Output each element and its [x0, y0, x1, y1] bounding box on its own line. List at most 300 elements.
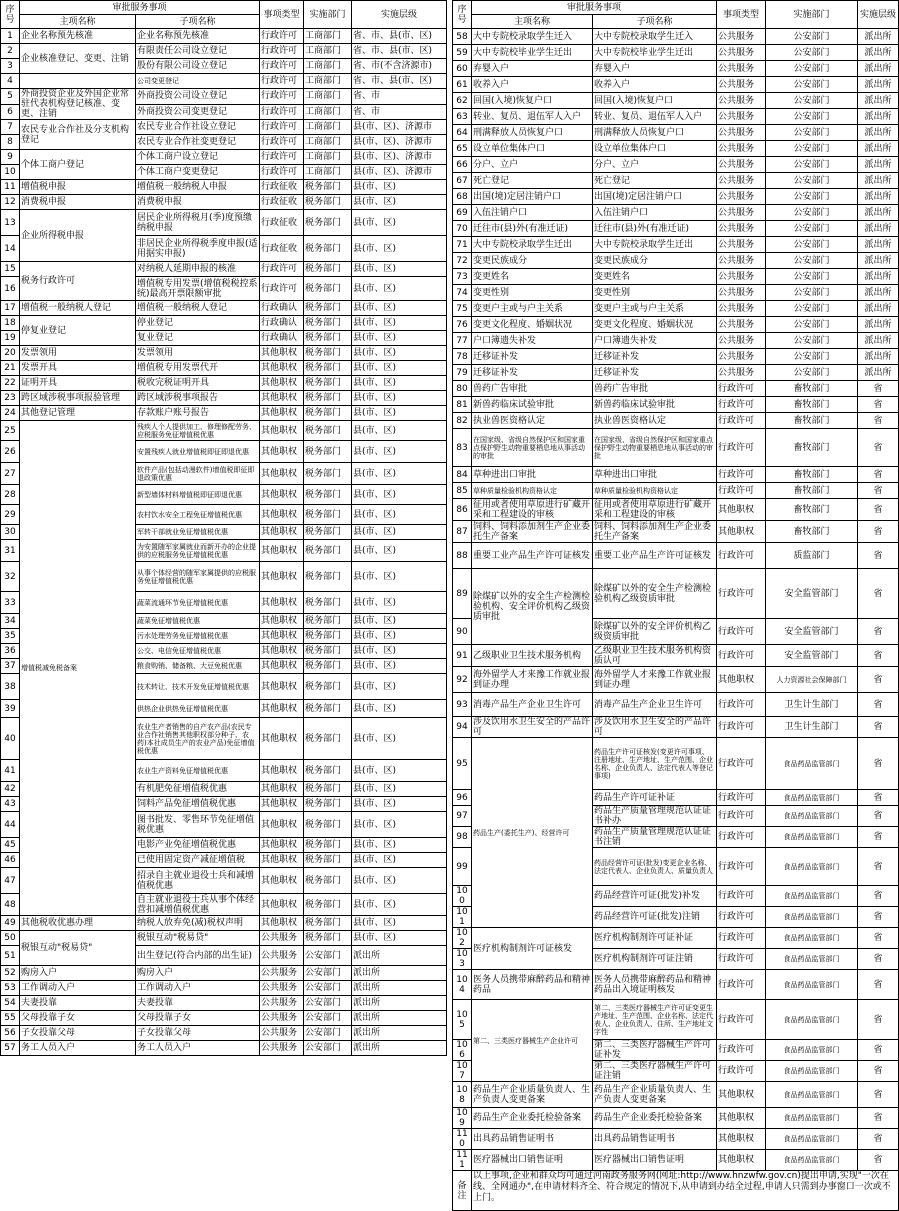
type-cell: 公共服务 [717, 333, 766, 349]
dept-cell: 工商部门 [304, 135, 352, 150]
dept-cell: 公安部门 [766, 349, 858, 365]
dept-cell: 公安部门 [766, 77, 858, 93]
main-name-cell: 户口簿遗失补发 [472, 333, 593, 349]
sub-name-cell: 医疗器械出口销售证明 [593, 1150, 717, 1171]
main-name-cell: 变更民族成分 [472, 253, 593, 269]
level-cell: 派出所 [858, 365, 899, 381]
sub-name-cell: 草种进出口审批 [593, 467, 717, 483]
table-row [453, 237, 899, 253]
dept-cell: 税务部门 [304, 441, 352, 463]
sub-name-cell: 出具药品销售证明书 [593, 1129, 717, 1150]
table-row [453, 173, 899, 189]
dept-cell: 公安部门 [766, 285, 858, 301]
type-cell: 公共服务 [717, 365, 766, 381]
dept-cell: 公安部门 [766, 205, 858, 221]
row-number-cell: 1 [1, 29, 20, 44]
dept-cell: 食品药品监管部门 [766, 1129, 858, 1150]
row-number-cell: 30 [1, 525, 20, 540]
main-name-cell: 新兽药临床试验审批 [472, 397, 593, 413]
sub-name-cell: 安置残疾人就业增值税即征即退优惠 [136, 441, 260, 463]
main-name-cell: 变更户主或与户主关系 [472, 301, 593, 317]
type-cell: 公共服务 [260, 996, 304, 1011]
type-cell: 公共服务 [717, 301, 766, 317]
level-cell: 县(市、区) [352, 376, 447, 391]
table-row [453, 645, 899, 667]
table-row [453, 499, 899, 521]
dept-cell: 税务部门 [304, 592, 352, 614]
note-row [453, 1171, 899, 1211]
row-number-cell: 31 [1, 540, 20, 562]
row-number-cell: 46 [1, 853, 20, 868]
level-cell: 省 [858, 827, 899, 848]
main-name-cell: 分户、立户 [472, 157, 593, 173]
sub-name-cell: 迁往市(县)外(有准迁证) [593, 221, 717, 237]
type-cell: 行政许可 [717, 717, 766, 738]
type-cell: 其他职权 [260, 406, 304, 421]
row-number-cell: 57 [1, 1041, 20, 1056]
dept-cell: 公安部门 [304, 1026, 352, 1041]
main-name-cell [20, 74, 136, 89]
main-name-cell: 其他税收优惠办理 [20, 916, 136, 931]
sub-name-cell: 弃婴入户 [593, 61, 717, 77]
sub-name-cell: 变更姓名 [593, 269, 717, 285]
main-name-cell: 农民专业合作社及分支机构登记 [20, 120, 136, 150]
left-table-panel [0, 0, 446, 1182]
type-cell: 行政征收 [260, 210, 304, 236]
level-cell: 县(市、区) [352, 659, 447, 674]
level-cell: 省 [858, 1040, 899, 1061]
type-cell: 其他职权 [260, 659, 304, 674]
row-number-cell: 15 [1, 262, 20, 277]
level-cell: 县(市、区) [352, 346, 447, 361]
row-number-cell: 88 [453, 543, 472, 569]
row-number-cell: 104 [453, 970, 472, 1000]
level-cell: 县(市、区)、济源市 [352, 120, 447, 135]
dept-cell: 食品药品监管部门 [766, 970, 858, 1000]
level-cell: 派出所 [858, 45, 899, 61]
row-number-cell: 63 [453, 109, 472, 125]
type-cell: 公共服务 [260, 1041, 304, 1056]
type-cell: 行政许可 [717, 1000, 766, 1040]
dept-cell: 税务部门 [304, 210, 352, 236]
table-row [453, 205, 899, 221]
type-cell: 其他职权 [260, 644, 304, 659]
main-name-cell: 工作调动入户 [20, 981, 136, 996]
level-cell: 县(市、区) [352, 301, 447, 316]
sub-name-header: 子项名称 [593, 15, 717, 29]
type-cell: 行政确认 [260, 301, 304, 316]
dept-cell: 公安部门 [766, 365, 858, 381]
row-number-cell: 70 [453, 221, 472, 237]
sub-name-cell: 居民企业所得税月(季)度预缴纳税申报 [136, 210, 260, 236]
sub-name-cell: 停业登记 [136, 316, 260, 331]
main-name-cell: 证明开具 [20, 376, 136, 391]
level-cell: 县(市、区) [352, 782, 447, 797]
row-number-cell: 39 [1, 700, 20, 718]
row-number-cell: 54 [1, 996, 20, 1011]
table-header-row [453, 1, 899, 15]
row-number-cell: 44 [1, 812, 20, 838]
row-number-cell: 65 [453, 141, 472, 157]
main-name-cell: 发票开具 [20, 361, 136, 376]
level-cell: 省 [858, 1150, 899, 1171]
table-row [453, 413, 899, 429]
level-cell: 省 [858, 806, 899, 827]
level-cell: 县(市、区) [352, 463, 447, 485]
row-number-cell: 35 [1, 629, 20, 644]
level-cell: 县(市、区) [352, 894, 447, 916]
row-number-cell: 4 [1, 74, 20, 89]
level-cell: 派出所 [858, 221, 899, 237]
row-number-cell: 86 [453, 499, 472, 521]
main-name-cell: 消费税申报 [20, 195, 136, 210]
sub-name-cell: 医务人员携带麻醉药品和精神药品出入境证明核发 [593, 970, 717, 1000]
dept-cell: 税务部门 [304, 505, 352, 525]
table-row [453, 928, 899, 949]
type-cell: 其他职权 [260, 760, 304, 782]
main-name-cell: 第二、三类医疗器械生产企业许可 [472, 1000, 593, 1082]
row-number-cell: 21 [1, 361, 20, 376]
main-name-cell: 刑满释放人员恢复户口 [472, 125, 593, 141]
dept-cell: 税务部门 [304, 700, 352, 718]
table-row [1, 210, 447, 236]
type-cell: 行政许可 [717, 381, 766, 397]
row-number-cell: 99 [453, 848, 472, 886]
row-number-cell: 25 [1, 421, 20, 441]
table-row [1, 301, 447, 316]
type-cell: 公共服务 [717, 221, 766, 237]
level-cell: 省 [858, 467, 899, 483]
table-row [1, 150, 447, 165]
level-cell: 省 [858, 619, 899, 645]
dept-cell: 畜牧部门 [766, 499, 858, 521]
main-name-cell: 药品生产企业委托检验备案 [472, 1108, 593, 1129]
dept-cell: 税务部门 [304, 301, 352, 316]
dept-cell: 税务部门 [304, 760, 352, 782]
sub-name-cell: 饲料产品免征增值税优惠 [136, 797, 260, 812]
level-cell: 县(市、区) [352, 629, 447, 644]
row-number-cell: 14 [1, 236, 20, 262]
dept-cell: 公安部门 [304, 966, 352, 981]
type-cell: 其他职权 [260, 346, 304, 361]
row-number-cell: 43 [1, 797, 20, 812]
table-row [453, 1150, 899, 1171]
level-cell: 省 [858, 521, 899, 543]
dept-cell: 工商部门 [304, 89, 352, 105]
table-row [1, 361, 447, 376]
level-cell: 派出所 [858, 189, 899, 205]
main-name-cell: 夫妻投靠 [20, 996, 136, 1011]
type-cell: 其他职权 [260, 812, 304, 838]
row-number-cell: 59 [453, 45, 472, 61]
dept-cell: 税务部门 [304, 931, 352, 946]
dept-cell: 食品药品监管部门 [766, 827, 858, 848]
table-row [453, 349, 899, 365]
main-name-cell: 税务行政许可 [20, 262, 136, 301]
dept-cell: 卫生计生部门 [766, 717, 858, 738]
sub-name-cell: 兽药广告审批 [593, 381, 717, 397]
table-row [1, 195, 447, 210]
dept-cell: 安全监管部门 [766, 569, 858, 619]
sub-name-cell: 纳税人放弃免(减)税权声明 [136, 916, 260, 931]
type-cell: 公共服务 [260, 1026, 304, 1041]
row-number-cell: 51 [1, 946, 20, 966]
main-name-cell: 大中专院校录取学生迁出 [472, 237, 593, 253]
dept-cell: 卫生计生部门 [766, 693, 858, 717]
type-cell: 行政许可 [717, 693, 766, 717]
row-number-cell: 37 [1, 659, 20, 674]
dept-cell: 质监部门 [766, 543, 858, 569]
type-cell: 其他职权 [260, 916, 304, 931]
sub-name-cell: 为安置随军家属就业而新开办的企业提供的应税服务免征增值税优惠 [136, 540, 260, 562]
seq-header: 序号 [1, 1, 20, 29]
level-cell: 省 [858, 1129, 899, 1150]
type-cell: 行政许可 [717, 949, 766, 970]
type-cell: 其他职权 [717, 1129, 766, 1150]
dept-cell: 税务部门 [304, 916, 352, 931]
sub-name-cell: 大中专院校录取学生迁出 [593, 237, 717, 253]
dept-cell: 税务部门 [304, 236, 352, 262]
level-cell: 省 [858, 738, 899, 790]
dept-cell: 工商部门 [304, 59, 352, 74]
sub-name-cell: 公司变更登记 [136, 74, 260, 89]
sub-name-cell: 从事个体经营的随军家属提供的应税服务免征增值税优惠 [136, 562, 260, 592]
sub-name-cell: 药品生产企业委托检验备案 [593, 1108, 717, 1129]
dept-cell: 公安部门 [304, 1011, 352, 1026]
row-number-cell: 107 [453, 1061, 472, 1082]
type-cell: 行政许可 [260, 120, 304, 135]
dept-cell: 工商部门 [304, 44, 352, 59]
main-name-header: 主项名称 [472, 15, 593, 29]
level-header: 实施层级 [352, 1, 447, 29]
main-name-cell: 在国家级、省级自然保护区和国家重点保护野生动物重要栖息地从事活动的审批 [472, 429, 593, 467]
type-cell: 其他职权 [260, 718, 304, 760]
row-number-cell: 19 [1, 331, 20, 346]
sub-name-cell: 外商投资公司变更登记 [136, 104, 260, 120]
type-cell: 行政许可 [260, 262, 304, 277]
main-name-cell: 收养入户 [472, 77, 593, 93]
level-cell: 县(市、区) [352, 674, 447, 700]
row-number-cell: 50 [1, 931, 20, 946]
type-cell: 公共服务 [717, 317, 766, 333]
main-name-cell: 变更文化程度、婚姻状况 [472, 317, 593, 333]
dept-cell: 公安部门 [766, 157, 858, 173]
dept-cell: 公安部门 [766, 61, 858, 77]
dept-cell: 税务部门 [304, 391, 352, 406]
dept-cell: 税务部门 [304, 644, 352, 659]
row-number-cell: 93 [453, 693, 472, 717]
row-number-cell: 105 [453, 1000, 472, 1040]
main-name-cell: 医疗机构制剂许可证核发 [472, 928, 593, 970]
main-name-cell: 死亡登记 [472, 173, 593, 189]
row-number-cell: 102 [453, 928, 472, 949]
sub-name-cell: 农民专业合作社变更登记 [136, 135, 260, 150]
sub-name-cell: 分户、立户 [593, 157, 717, 173]
row-number-cell: 69 [453, 205, 472, 221]
table-row [453, 45, 899, 61]
table-row [453, 397, 899, 413]
table-row [1, 376, 447, 391]
row-number-cell: 68 [453, 189, 472, 205]
type-cell: 其他职权 [260, 540, 304, 562]
dept-cell: 安全监管部门 [766, 645, 858, 667]
table-row [453, 381, 899, 397]
type-cell: 公共服务 [260, 966, 304, 981]
type-cell: 公共服务 [717, 45, 766, 61]
main-name-cell: 增值税一般纳税人登记 [20, 301, 136, 316]
type-cell: 其他职权 [260, 562, 304, 592]
level-cell: 省 [858, 949, 899, 970]
type-cell: 公共服务 [717, 125, 766, 141]
sub-name-cell: 软件产品(包括动漫软件)增值税即征即退政策优惠 [136, 463, 260, 485]
level-cell: 省 [858, 1061, 899, 1082]
dept-cell: 公安部门 [766, 189, 858, 205]
note-label: 备注 [453, 1171, 472, 1211]
row-number-cell: 67 [453, 173, 472, 189]
row-number-cell: 56 [1, 1026, 20, 1041]
table-row [453, 109, 899, 125]
row-number-cell: 84 [453, 467, 472, 483]
main-name-cell: 医疗器械出口销售证明 [472, 1150, 593, 1171]
row-number-cell: 36 [1, 644, 20, 659]
level-cell: 县(市、区) [352, 236, 447, 262]
dept-cell: 食品药品监管部门 [766, 1150, 858, 1171]
sub-name-cell: 军转干部就业免征增值税优惠 [136, 525, 260, 540]
type-cell: 行政许可 [717, 569, 766, 619]
dept-cell: 畜牧部门 [766, 381, 858, 397]
level-cell: 省、市、县(市、区) [352, 29, 447, 44]
type-cell: 其他职权 [260, 421, 304, 441]
sub-name-cell: 子女投靠父母 [136, 1026, 260, 1041]
sub-name-cell: 除煤矿以外的安全评价机构乙级资质审批 [593, 619, 717, 645]
row-number-cell: 85 [453, 483, 472, 499]
type-cell: 行政许可 [717, 886, 766, 907]
row-number-cell: 76 [453, 317, 472, 333]
level-cell: 派出所 [858, 349, 899, 365]
level-cell: 县(市、区) [352, 718, 447, 760]
right-table-panel [452, 0, 898, 1203]
sub-name-cell: 转业、复员、退伍军人入户 [593, 109, 717, 125]
type-cell: 其他职权 [260, 361, 304, 376]
type-cell: 行政许可 [260, 59, 304, 74]
type-cell: 行政确认 [260, 331, 304, 346]
sub-name-cell: 蔬菜流通环节免征增值税优惠 [136, 592, 260, 614]
dept-cell: 税务部门 [304, 674, 352, 700]
dept-cell: 食品药品监管部门 [766, 949, 858, 970]
row-number-cell: 78 [453, 349, 472, 365]
main-name-cell: 跨区域涉税事项报验管理 [20, 391, 136, 406]
level-cell: 省 [858, 543, 899, 569]
type-cell: 行政许可 [717, 645, 766, 667]
sub-name-cell: 粮食购销、储备粮、大豆免税优惠 [136, 659, 260, 674]
dept-cell: 公安部门 [766, 29, 858, 45]
group-header: 审批服务事项 [472, 1, 717, 15]
dept-cell: 公安部门 [766, 93, 858, 109]
type-cell: 行政许可 [717, 806, 766, 827]
type-cell: 其他职权 [260, 674, 304, 700]
level-cell: 县(市、区) [352, 797, 447, 812]
table-row [1, 120, 447, 135]
sub-name-cell: 发票领用 [136, 346, 260, 361]
row-number-cell: 12 [1, 195, 20, 210]
main-name-cell: 回国(入境)恢复户口 [472, 93, 593, 109]
row-number-cell: 47 [1, 868, 20, 894]
dept-cell: 食品药品监管部门 [766, 1040, 858, 1061]
sub-name-cell: 供热企业供热免征增值税优惠 [136, 700, 260, 718]
level-cell: 县(市、区) [352, 277, 447, 301]
main-name-cell: 重要工业产品生产许可证核发 [472, 543, 593, 569]
dept-cell: 食品药品监管部门 [766, 928, 858, 949]
type-cell: 行政许可 [717, 827, 766, 848]
level-cell: 县(市、区) [352, 361, 447, 376]
type-cell: 行政许可 [717, 619, 766, 645]
dept-cell: 畜牧部门 [766, 413, 858, 429]
row-number-cell: 48 [1, 894, 20, 916]
sub-name-cell: 个体工商户设立登记 [136, 150, 260, 165]
row-number-cell: 49 [1, 916, 20, 931]
sub-name-cell: 工作调动入户 [136, 981, 260, 996]
type-cell: 行政许可 [260, 89, 304, 105]
type-cell: 其他职权 [717, 1108, 766, 1129]
level-cell: 县(市、区) [352, 525, 447, 540]
sub-name-cell: 增值税一般纳税人登记 [136, 301, 260, 316]
level-cell: 县(市、区) [352, 838, 447, 853]
level-cell: 省 [858, 645, 899, 667]
row-number-cell: 94 [453, 717, 472, 738]
row-number-cell: 22 [1, 376, 20, 391]
table-row [453, 1129, 899, 1150]
table-row [453, 1000, 899, 1040]
main-name-cell: 出国(境)定居注销户口 [472, 189, 593, 205]
dept-cell: 食品药品监管部门 [766, 806, 858, 827]
note-text: 以上事项,企业和群众均可通过河南政务服务网(网址:http://www.hnzwfw.gov.cn)提出申请,实现"一次在线、全网通办",在申请材料齐全、符合规定的情况下,从申请到办结全过程,申请人只需到办事窗口一次或不上门。 [472, 1171, 899, 1211]
type-cell: 公共服务 [260, 946, 304, 966]
main-name-cell: 消毒产品生产企业卫生许可 [472, 693, 593, 717]
main-name-cell: 停复业登记 [20, 316, 136, 346]
main-name-cell: 税银互动"税易贷" [20, 931, 136, 966]
table-row [1, 74, 447, 89]
table-row [1, 180, 447, 195]
table-row [1, 981, 447, 996]
dept-cell: 税务部门 [304, 868, 352, 894]
type-cell: 行政许可 [717, 413, 766, 429]
row-number-cell: 28 [1, 485, 20, 505]
row-number-cell: 11 [1, 180, 20, 195]
row-number-cell: 58 [453, 29, 472, 45]
dept-cell: 公安部门 [766, 221, 858, 237]
sub-name-cell: 农民专业合作社设立登记 [136, 120, 260, 135]
main-name-cell: 企业所得税申报 [20, 210, 136, 262]
dept-cell: 税务部门 [304, 406, 352, 421]
sub-name-cell: 第二、三类医疗器械生产许可证补发 [593, 1040, 717, 1061]
row-number-cell: 66 [453, 157, 472, 173]
type-cell: 公共服务 [717, 93, 766, 109]
sub-name-cell: 农业生产者销售的自产农产品(农民专业合作社销售其他职权部分种子、农药)本社成员生产的农业产品)免征增值税优惠 [136, 718, 260, 760]
table-row [453, 521, 899, 543]
level-cell: 派出所 [858, 77, 899, 93]
row-number-cell: 95 [453, 738, 472, 790]
sub-name-cell: 非居民企业所得税季度申报(适用据实申报) [136, 236, 260, 262]
dept-cell: 畜牧部门 [766, 521, 858, 543]
type-cell: 公共服务 [717, 285, 766, 301]
sub-name-cell: 变更民族成分 [593, 253, 717, 269]
sub-name-cell: 招录自主就业退役士兵和减增值税优惠 [136, 868, 260, 894]
sub-name-cell: 迁移证补发 [593, 365, 717, 381]
type-cell: 行政许可 [260, 104, 304, 120]
dept-cell: 工商部门 [304, 74, 352, 89]
sub-name-header: 子项名称 [136, 15, 260, 29]
dept-cell: 食品药品监管部门 [766, 848, 858, 886]
